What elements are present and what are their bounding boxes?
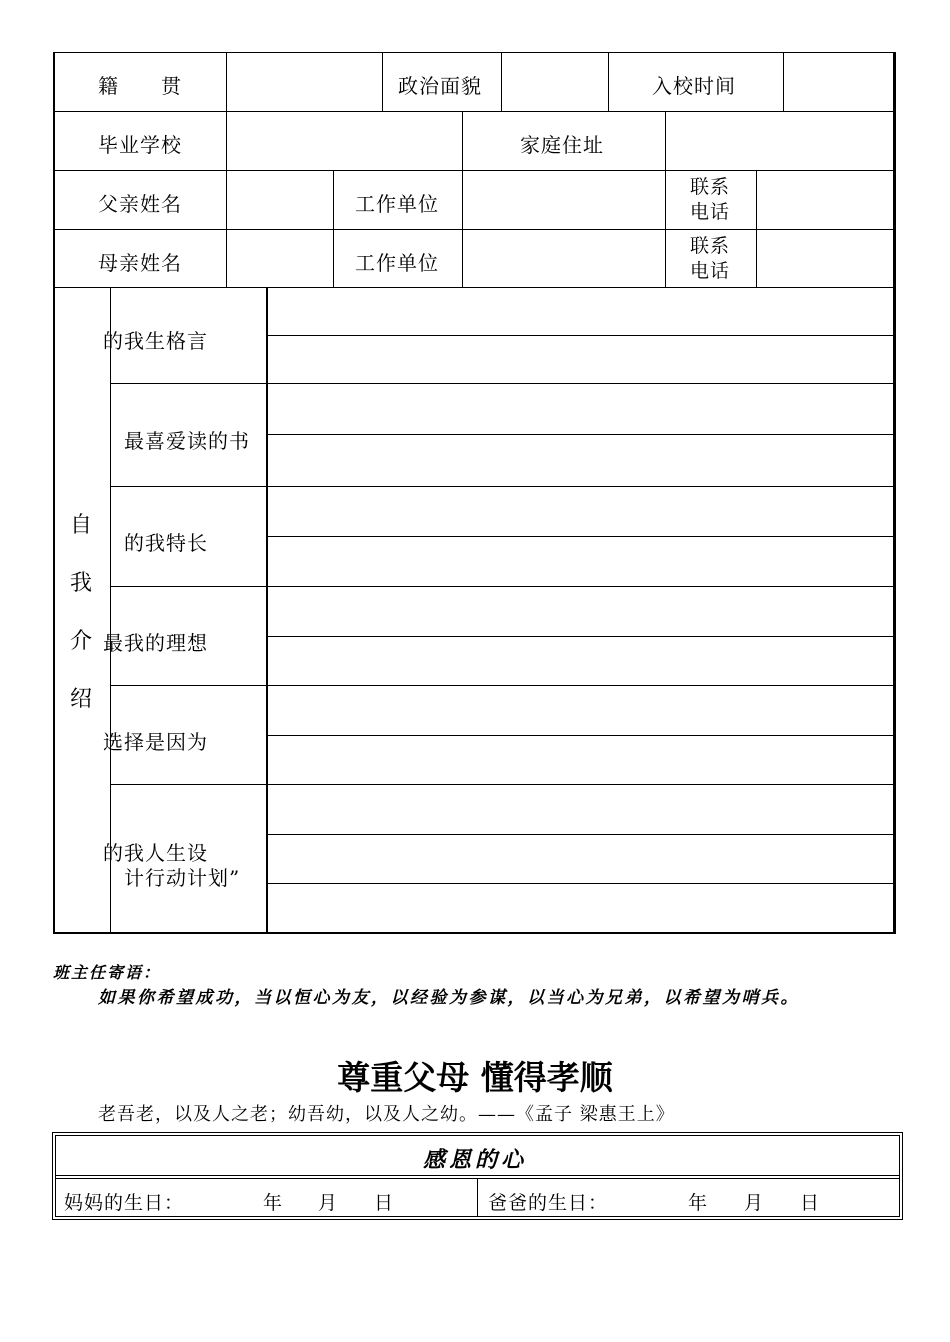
motto-label: 我生格言 xyxy=(124,329,208,353)
ideal-writing-area[interactable] xyxy=(268,587,893,685)
life-plan-label-line2: 计行动计划” xyxy=(124,866,241,890)
mother-birthday-day: 日 xyxy=(374,1192,395,1214)
enrollment-time-label: 入校时间 xyxy=(652,74,736,98)
favorite-book-writing-area[interactable] xyxy=(268,384,893,486)
motto-writing-area[interactable] xyxy=(268,288,893,383)
mother-birthday-label: 妈妈的生日： xyxy=(64,1192,185,1214)
mother-phone-label-line1: 联系 xyxy=(690,235,731,257)
motto-prefix: 的 xyxy=(103,329,124,353)
specialty-prefix: 的 xyxy=(124,531,145,555)
self-intro-char-4: 绍 xyxy=(69,687,92,712)
father-name-label: 父亲姓名 xyxy=(98,192,182,216)
mother-name-field[interactable] xyxy=(228,231,332,287)
father-phone-field[interactable] xyxy=(758,172,892,228)
native-place-field[interactable] xyxy=(228,54,381,110)
life-plan-writing-area[interactable] xyxy=(268,785,893,932)
mother-birthday-field[interactable] xyxy=(180,1180,470,1216)
teacher-note-text: 如果你希望成功，当以恒心为友，以经验为参谋，以当心为兄弟，以希望为哨兵。 xyxy=(98,988,800,1008)
self-intro-char-2: 我 xyxy=(69,571,92,596)
mother-birthday-month: 月 xyxy=(318,1192,339,1214)
mother-birthday-year: 年 xyxy=(263,1192,284,1214)
ideal-label: 我的理想 xyxy=(124,631,208,655)
native-place-label: 籍 贯 xyxy=(98,74,182,98)
reason-writing-area[interactable] xyxy=(268,686,893,784)
home-address-field[interactable] xyxy=(667,113,892,169)
father-birthday-year: 年 xyxy=(688,1192,709,1214)
father-phone-label-line1: 联系 xyxy=(690,176,731,198)
father-work-unit-field[interactable] xyxy=(464,172,664,228)
father-name-field[interactable] xyxy=(228,172,332,228)
reason-label: 择是因为 xyxy=(124,730,208,754)
ideal-prefix: 最 xyxy=(103,631,124,655)
gratitude-header: 感恩的心 xyxy=(422,1147,527,1173)
section-title: 尊重父母 懂得孝顺 xyxy=(337,1058,613,1097)
teacher-note-label: 班主任寄语： xyxy=(53,963,162,982)
section-quote: 老吾老，以及人之老；幼吾幼，以及人之幼。——《孟子 梁惠王上》 xyxy=(98,1104,675,1125)
political-status-label: 政治面貌 xyxy=(398,74,482,98)
life-plan-label: 我人生设 xyxy=(124,841,208,865)
mother-work-unit-field[interactable] xyxy=(464,231,664,287)
life-plan-prefix: 的 xyxy=(103,841,124,865)
self-intro-char-3: 介 xyxy=(69,629,92,654)
father-birthday-field[interactable] xyxy=(605,1180,895,1216)
mother-name-label: 母亲姓名 xyxy=(98,251,182,275)
enrollment-time-field[interactable] xyxy=(785,54,892,110)
father-birthday-day: 日 xyxy=(800,1192,821,1214)
home-address-label: 家庭住址 xyxy=(520,133,604,157)
father-birthday-month: 月 xyxy=(744,1192,765,1214)
father-work-unit-label: 工作单位 xyxy=(355,192,439,216)
favorite-book-label: 最喜爱读的书 xyxy=(124,429,250,453)
graduated-school-label: 毕业学校 xyxy=(98,133,182,157)
father-birthday-label: 爸爸的生日： xyxy=(488,1192,609,1214)
graduated-school-field[interactable] xyxy=(228,113,461,169)
self-intro-char-1: 自 xyxy=(69,513,92,538)
mother-phone-field[interactable] xyxy=(758,231,892,287)
reason-prefix: 选 xyxy=(103,730,124,754)
father-phone-label-line2: 电话 xyxy=(690,201,731,223)
mother-phone-label-line2: 电话 xyxy=(690,260,731,282)
specialty-writing-area[interactable] xyxy=(268,487,893,586)
mother-work-unit-label: 工作单位 xyxy=(355,251,439,275)
specialty-label: 我特长 xyxy=(145,531,208,555)
political-status-field[interactable] xyxy=(503,54,607,110)
